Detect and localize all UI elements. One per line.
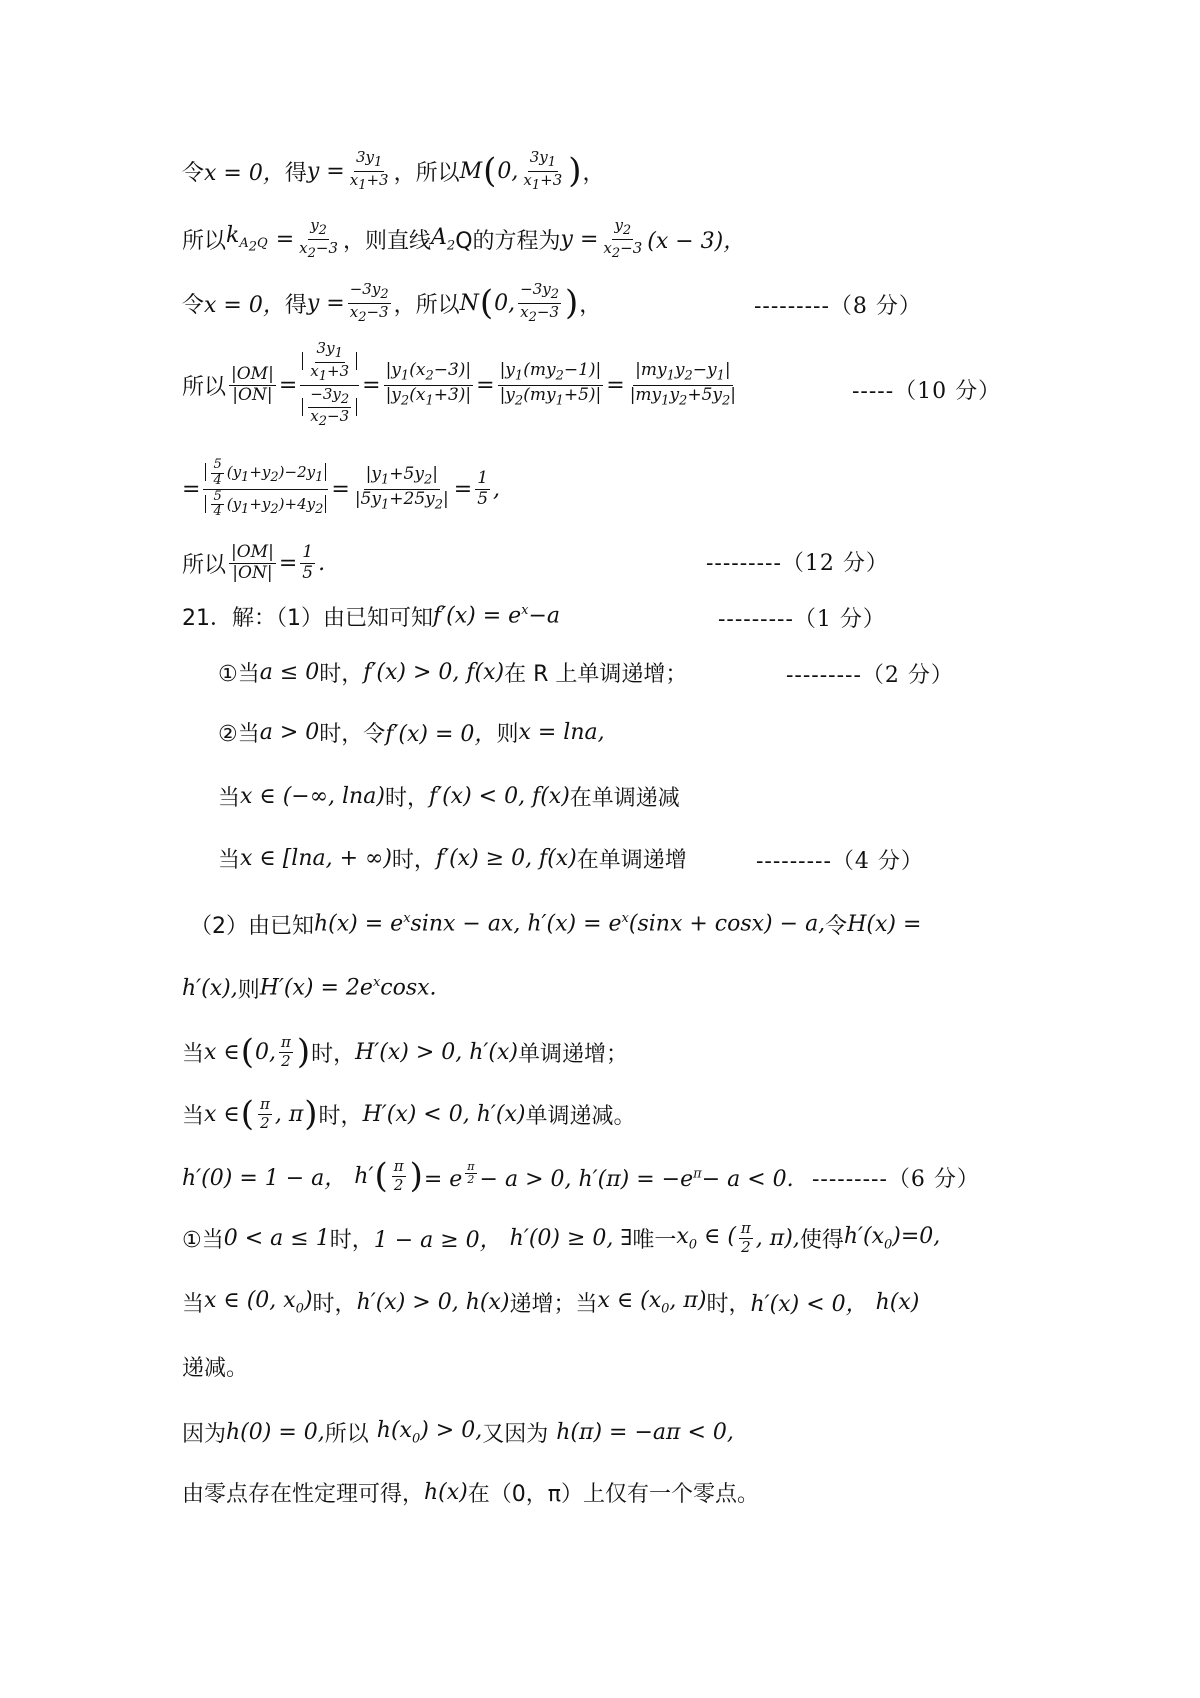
score-1: ---------（1 分） (718, 607, 886, 632)
math: = (275, 226, 295, 252)
math: H′(x) < 0, h′(x) (362, 1101, 526, 1127)
line-18 (182, 1282, 919, 1322)
paren: ( (374, 1156, 388, 1196)
text: 在 R 上单调递增； (504, 661, 688, 687)
math: $A_2$ (431, 224, 456, 254)
math: x ∈ (−∞, lna) (240, 783, 385, 809)
text: 时， (318, 1103, 363, 1129)
line-9 (218, 712, 605, 752)
math: h′(x) < 0， (750, 1291, 868, 1317)
text: ， (582, 160, 605, 186)
text: 时， (706, 1291, 751, 1317)
text: 递增；当 (509, 1291, 598, 1317)
math: $h(x) = e^x\sin x$ − ax, $h'(x) = e^x(\sin x + \cos x) - a$, (314, 911, 826, 937)
math: f′(x) ≥ 0, f(x) (435, 845, 577, 871)
text: ，所以 (393, 160, 460, 186)
text: 所以 (182, 374, 227, 400)
math: a ≤ 0 (259, 659, 320, 685)
score-10: -----（10 分） (852, 379, 1002, 404)
math: (x − 3)， (647, 228, 746, 254)
text: 使得 (799, 1227, 844, 1253)
math: h(π) = −aπ < 0, (556, 1419, 734, 1445)
text: 所以 (182, 552, 227, 578)
line-10 (218, 776, 680, 816)
math: 1 − a ≥ 0， (373, 1227, 502, 1253)
score-2: ---------（2 分） (786, 663, 954, 688)
fraction: $\frac{\pi}{2}$ (259, 1095, 270, 1132)
text: 当 (182, 1103, 205, 1129)
line-1: 令 x = 0， 得 y = $\frac{3y_1}{x_1+3}$ ，所以 M ( 0, $\frac{3y_1}{x_1+3}$ ) ， (182, 147, 605, 193)
fraction: $\frac{-3y_2}{x_2-3}$ (349, 279, 389, 325)
math: h′(x) > 0, h(x) (356, 1289, 510, 1315)
fraction: $\frac{\frac{3y_1}{x_1+3}}{\frac{-3y_2}{x_2-3}}$ (300, 340, 359, 431)
fraction: $\frac{|y_1(x_2-3)|}{|y_2(x_1+3)|}$ (385, 360, 472, 408)
fraction: $\frac{|my_1y_2-y_1|}{|my_1y_2+5y_2|}$ (629, 360, 737, 408)
math: $x_0$ ∈ ( (676, 1223, 736, 1253)
text: 在单调递增 (576, 847, 687, 873)
text: 令 (182, 292, 205, 318)
line-5: = $\frac{5}{4}$ $(y_1+y_2)-2y_1$ $\frac{5}{4}$ $(y_1+y_2)+4y_2$ = $\frac{|y_1+5y_2|}{|5y_1+25y_2|}$ = $\frac{1}{5}$ , (182, 456, 501, 520)
text: ，所以 (393, 292, 460, 318)
math: y = (560, 226, 599, 252)
text: 时， (391, 847, 436, 873)
text: 得 (284, 160, 307, 186)
text: ②当 (218, 721, 260, 747)
math: H(x) = (847, 911, 922, 937)
line-7 (182, 596, 560, 636)
line-13 (182, 968, 437, 1008)
math: h′(x), (182, 975, 238, 1001)
text: 当 (182, 1291, 205, 1317)
math: h(x) (424, 1479, 468, 1505)
fraction: $\frac{y_2}{x_2-3}$ (603, 215, 643, 261)
math: N (459, 290, 479, 316)
text: 时，令 (319, 721, 386, 747)
text: 时， (384, 785, 429, 811)
text: 时， (311, 1041, 356, 1067)
line-14: 当 x ∈ ( 0, $\frac{\pi}{2}$ ) 时， H′(x) > 0, h′(x) 单调递增； (182, 1032, 629, 1072)
fraction: $\frac{1}{5}$ (302, 541, 314, 583)
fraction: $\frac{|y_1+5y_2|}{|5y_1+25y_2|}$ (354, 464, 449, 512)
text: 又因为 (482, 1421, 549, 1447)
paren: ) (568, 151, 582, 191)
text: 则 (237, 977, 260, 1003)
fraction: $\frac{y_2}{x_2-3}$ (299, 215, 339, 261)
text: Q的方程为 (455, 228, 561, 254)
text: 由零点存在性定理可得， (182, 1481, 425, 1507)
text: ①当 (182, 1227, 224, 1253)
text: 单调递增； (518, 1041, 629, 1067)
fraction: $\frac{-3y_2}{x_2-3}$ (520, 279, 559, 325)
fraction: $\frac{5}{4}$ $(y_1+y_2)-2y_1$ $\frac{5}{4}$ $(y_1+y_2)+4y_2$ (203, 458, 328, 521)
math: h(0) = 0, (226, 1419, 325, 1445)
score-6: ---------（6 分） (812, 1167, 980, 1192)
paren: ) (304, 1094, 318, 1134)
line-17: ①当 0 < a ≤ 1 时， 1 − a ≥ 0， h′(0) ≥ 0, ∃ 唯一 $x_0$ ∈ ( $\frac{\pi}{2}$ , π), 使得 $h'(x_0)=0$, (182, 1219, 941, 1256)
paren: ( (483, 151, 497, 191)
math: x = 0， (204, 160, 285, 186)
text: 得 (284, 292, 307, 318)
math: y = (306, 290, 345, 316)
text: 在单调递减 (569, 785, 680, 811)
text: ， (579, 292, 602, 318)
fraction: $\frac{|OM|}{|ON|}$ (231, 541, 274, 583)
math: x ∈ (0, $x_0$) (204, 1287, 313, 1317)
text: 时， (319, 661, 364, 687)
paren: ) (409, 1156, 423, 1196)
text: 21．解：（1）由已知可知 (182, 605, 433, 631)
math: a > 0 (259, 719, 320, 745)
text: 单调递减。 (525, 1103, 636, 1129)
fraction: $\frac{\pi}{2}$ (740, 1219, 751, 1256)
text: 当 (218, 847, 241, 873)
text: 则 (496, 721, 519, 747)
math: x ∈ (204, 1101, 240, 1127)
paren: ( (240, 1032, 254, 1072)
fraction: $\frac{3y_1}{x_1+3}$ (349, 147, 389, 193)
math: x ∈ ($x_0$, π) (597, 1287, 707, 1317)
text: ，则直线 (343, 228, 432, 254)
text: 因为 (182, 1421, 227, 1447)
math: $H'(x) = 2e^x\cos x$. (259, 975, 437, 1001)
text: 唯一 (632, 1227, 677, 1253)
paren: ( (240, 1094, 254, 1134)
line-19 (182, 1346, 248, 1386)
text: 当 (182, 1041, 205, 1067)
math: $h'(x_0)=0$, (843, 1223, 941, 1253)
math: $f'(x) = e^x-a$ (433, 603, 561, 629)
paren: ( (479, 283, 494, 323)
text: 时， (329, 1227, 374, 1253)
math: $k_{A_2Q}$ (226, 223, 268, 255)
math: x = lna, (518, 719, 605, 745)
math: h′ (354, 1163, 374, 1189)
text: 所以 (324, 1421, 369, 1447)
math: f′(x) > 0, f(x) (363, 659, 505, 685)
math: f′(x) = 0， (385, 721, 497, 747)
score-4: ---------（4 分） (756, 849, 924, 874)
paren: ) (565, 283, 579, 323)
fraction: $\frac{\pi}{2}$ (280, 1033, 291, 1070)
text: （2）由已知 (190, 913, 314, 939)
line-2 (182, 214, 745, 264)
math: H′(x) > 0, h′(x) (355, 1039, 519, 1065)
math: $h(x_0) > 0$, (376, 1417, 483, 1447)
math: 0 < a ≤ 1 (223, 1225, 330, 1251)
text: 递减。 (182, 1355, 249, 1381)
math: = e $^{\frac{\pi}{2}}$ − a > 0, $h'(\pi) = -e^\pi- a < 0$. (423, 1159, 794, 1192)
line-21 (182, 1472, 759, 1512)
line-15: 当 x ∈ ( $\frac{\pi}{2}$ , π ) 时， H′(x) < 0, h′(x) 单调递减。 (182, 1094, 636, 1134)
line-4: 所以 $\frac{|OM|}{|ON|}$ = $\frac{\frac{3y_1}{x_1+3}}{\frac{-3y_2}{x_2-3}}$ = $\frac{|y_1(x_2-3)|}{|y_2(x_1+3)|}$ = $\frac{|y_1(my_2-1)|}{|y_2(my_1+5)|}$ = $\frac{|my_1y_2-y_1|}{|my_1y_2+5y_2|}$ (182, 338, 737, 430)
math: M (459, 158, 483, 184)
fraction: $\frac{\pi}{2}$ (393, 1157, 404, 1194)
math: x ∈ (204, 1039, 240, 1065)
score-8: ---------（8 分） (754, 294, 922, 319)
score-12: ---------（12 分） (706, 551, 889, 576)
math: x = 0， (204, 292, 285, 318)
text: 时， (312, 1291, 357, 1317)
fraction: $\frac{1}{5}$ (477, 467, 489, 509)
math: f′(x) < 0, f(x) (428, 783, 570, 809)
text: 所以 (182, 228, 227, 254)
math: h′(0) ≥ 0, ∃ (509, 1225, 633, 1251)
line-20 (182, 1412, 734, 1452)
math: x ∈ [lna, + ∞) (240, 845, 392, 871)
text: ①当 (218, 661, 260, 687)
math: h′(0) = 1 − a， (182, 1165, 347, 1191)
line-3: 令 x = 0， 得 y = $\frac{-3y_2}{x_2-3}$ ，所以 N ( 0, $\frac{-3y_2}{x_2-3}$ ) ， (182, 279, 602, 325)
fraction: $\frac{|OM|}{|ON|}$ (231, 363, 274, 405)
line-8 (218, 652, 687, 692)
text: 令 (182, 160, 205, 186)
text: 当 (218, 785, 241, 811)
math: y = (306, 158, 345, 184)
line-11 (218, 838, 687, 878)
math: h(x) (875, 1289, 920, 1315)
paren: ) (296, 1032, 311, 1072)
fraction: $\frac{|y_1(my_2-1)|}{|y_2(my_1+5)|}$ (499, 360, 602, 408)
line-12 (190, 904, 921, 944)
line-6: 所以 $\frac{|OM|}{|ON|}$ = $\frac{1}{5}$ . (182, 541, 326, 583)
text: 令 (825, 913, 848, 939)
line-16 (182, 1152, 794, 1200)
fraction: $\frac{3y_1}{x_1+3}$ (523, 147, 563, 193)
text: 在（0，π）上仅有一个零点。 (467, 1481, 760, 1507)
